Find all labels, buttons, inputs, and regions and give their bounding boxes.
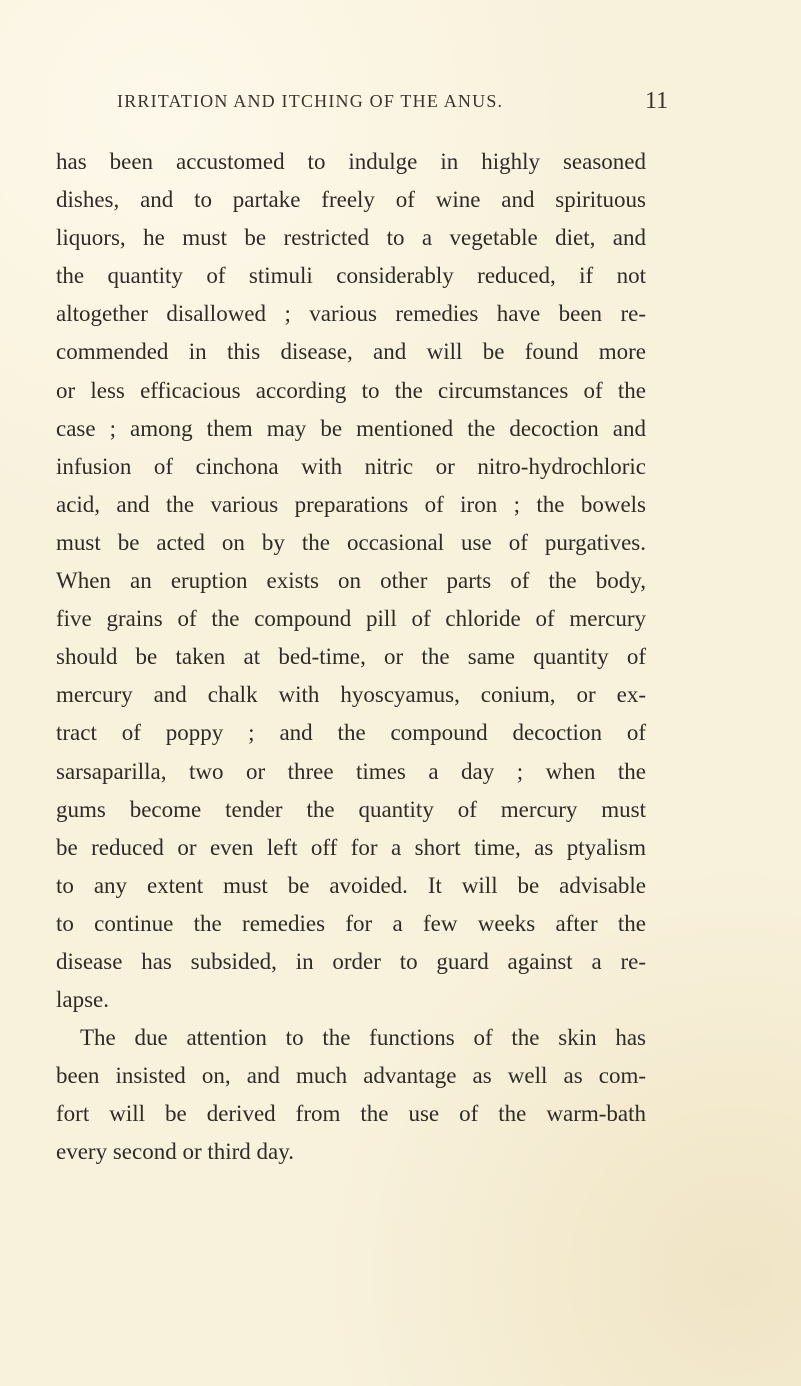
text-line: disease has subsided, in order to guard against a re- bbox=[56, 948, 646, 974]
text-line: When an eruption exists on other parts of the body, bbox=[56, 568, 646, 594]
text-line: lapse. bbox=[56, 987, 110, 1013]
text-line: every second or third day. bbox=[56, 1139, 295, 1165]
text-line: to any extent must be avoided. It will be advisable bbox=[56, 872, 646, 898]
text-line: to continue the remedies for a few weeks after the bbox=[56, 910, 646, 936]
text-line: must be acted on by the occasional use of purgatives. bbox=[56, 529, 646, 555]
paragraph-first-line: The due attention to the functions of the skin has bbox=[80, 1025, 646, 1051]
running-header: IRRITATION AND ITCHING OF THE ANUS. bbox=[117, 91, 504, 111]
text-line: five grains of the compound pill of chloride of mercury bbox=[56, 606, 646, 632]
text-line: should be taken at bed-time, or the same quantity of bbox=[56, 644, 646, 670]
text-line: liquors, he must be restricted to a vegetable diet, and bbox=[56, 225, 646, 251]
text-line: has been accustomed to indulge in highly seasoned bbox=[56, 149, 646, 174]
text-line: fort will be derived from the use of the warm-bath bbox=[56, 1101, 646, 1127]
page-number: 11 bbox=[645, 88, 669, 114]
text-line: acid, and the various preparations of iron ; the bowels bbox=[56, 491, 646, 517]
text-line: dishes, and to partake freely of wine and spirituous bbox=[56, 187, 646, 213]
body-text bbox=[56, 143, 646, 1172]
text-line: or less efficacious according to the circumstances of the bbox=[56, 377, 646, 403]
text-line: mercury and chalk with hyoscyamus, conium, or ex- bbox=[56, 682, 646, 708]
text-line: gums become tender the quantity of mercury must bbox=[56, 796, 646, 822]
text-line: tract of poppy ; and the compound decoction of bbox=[56, 720, 646, 746]
text-line: been insisted on, and much advantage as well as com- bbox=[56, 1063, 646, 1089]
text-line: case ; among them may be mentioned the decoction and bbox=[56, 415, 646, 441]
text-line: be reduced or even left off for a short time, as ptyalism bbox=[56, 834, 646, 860]
text-line: infusion of cinchona with nitric or nitro-hydrochloric bbox=[56, 453, 646, 479]
text-line: commended in this disease, and will be found more bbox=[56, 339, 646, 365]
text-line: altogether disallowed ; various remedies have been re- bbox=[56, 301, 646, 327]
text-line: the quantity of stimuli considerably reduced, if not bbox=[56, 263, 646, 289]
text-line: sarsaparilla, two or three times a day ; when the bbox=[56, 758, 646, 784]
